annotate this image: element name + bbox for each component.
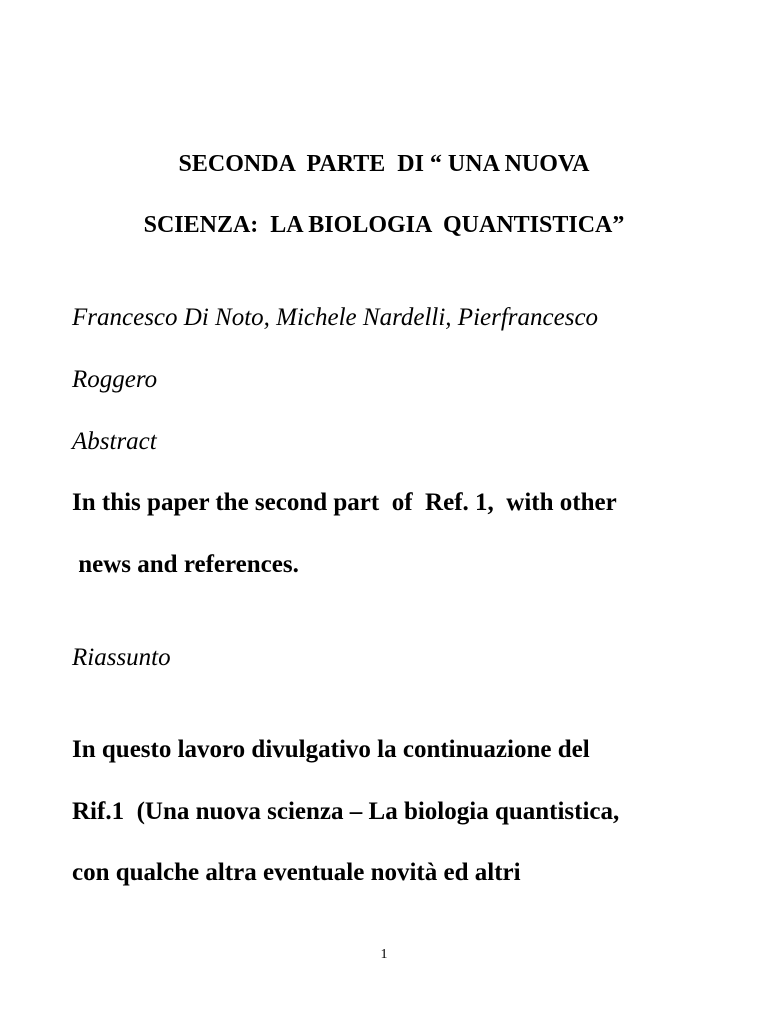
abstract-line-2: news and references. [72,551,299,578]
riassunto-line-1: In questo lavoro divulgativo la continuazione del [72,736,590,763]
abstract-line-1: In this paper the second part of Ref. 1, with other [72,489,617,516]
title-line-2: SCIENZA: LA BIOLOGIA QUANTISTICA” [143,212,625,238]
title-line-1: SECONDA PARTE DI “ UNA NUOVA [178,151,590,177]
authors-line-1: Francesco Di Noto, Michele Nardelli, Pierfrancesco [72,304,599,331]
authors-line-2: Roggero [72,366,158,393]
riassunto-heading: Riassunto [72,644,171,671]
riassunto-line-2: Rif.1 (Una nuova scienza – La biologia quantistica, [72,798,620,825]
riassunto-line-3: con qualche altra eventuale novità ed altri [72,859,521,886]
abstract-heading: Abstract [72,428,157,455]
page-number: 1 [380,947,388,962]
